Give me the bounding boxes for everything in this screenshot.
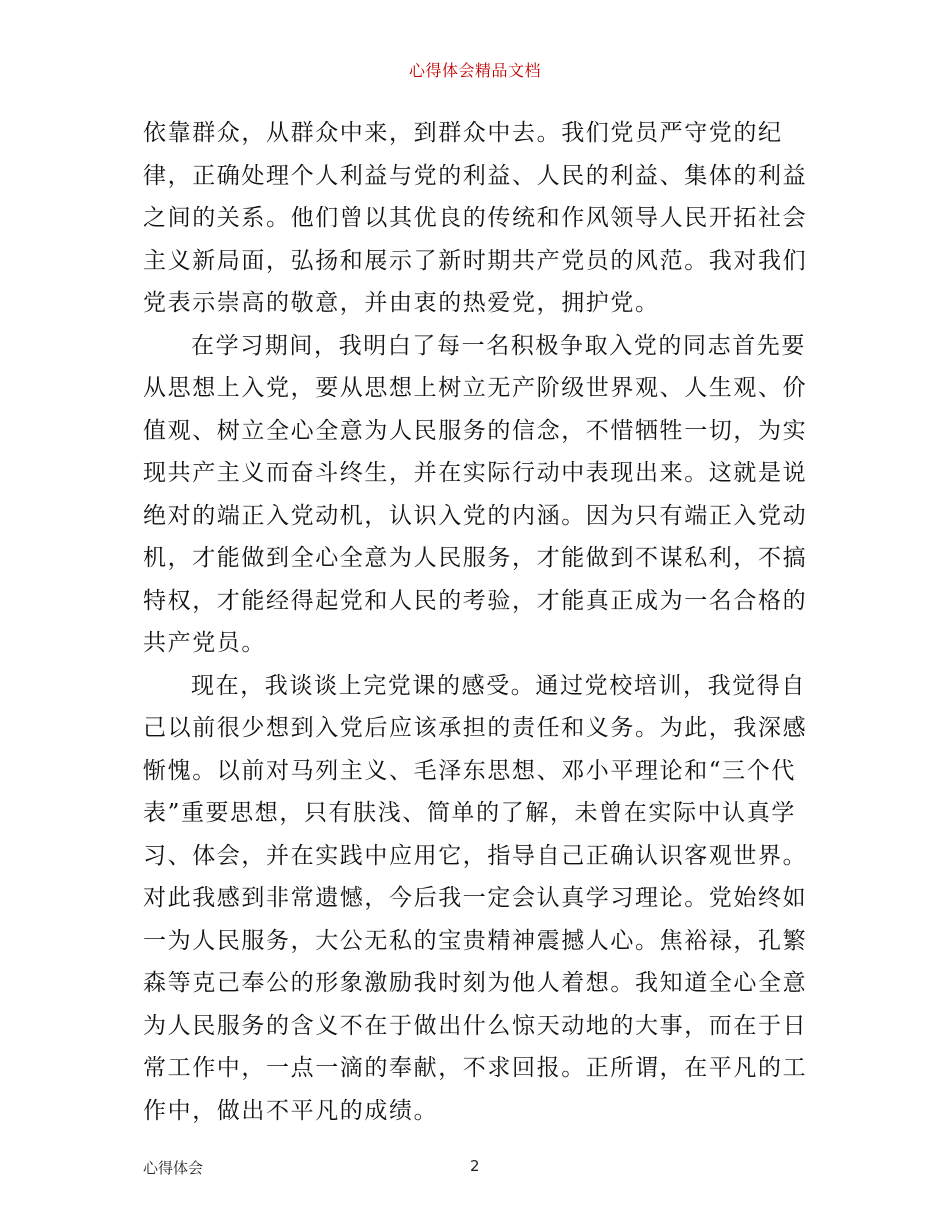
text-line: 从思想上入党，要从思想上树立无产阶级世界观、人生观、价 (143, 375, 808, 401)
text-line: 共产党员。 (143, 630, 266, 656)
text-line: 之间的关系。他们曾以其优良的传统和作风领导人民开拓社会 (143, 205, 808, 231)
text-line: 律，正确处理个人利益与党的利益、人民的利益、集体的利益 (143, 162, 808, 189)
text-line: 绝对的端正入党动机，认识入党的内涵。因为只有端正入党动 (143, 502, 808, 529)
text-line: 党表示崇高的敬意，并由衷的热爱党，拥护党。 (143, 290, 660, 316)
text-line: 表”重要思想，只有肤浅、简单的了解，未曾在实际中认真学 (143, 800, 796, 826)
text-line: 一为人民服务，大公无私的宝贵精神震撼人心。焦裕禄，孔繁 (143, 927, 808, 954)
text-line: 惭愧。以前对马列主义、毛泽东思想、邓小平理论和“三个代 (143, 757, 796, 784)
text-line: 己以前很少想到入党后应该承担的责任和义务。为此，我深感 (143, 715, 808, 741)
text-line: 在学习期间，我明白了每一名积极争取入党的同志首先要 (191, 332, 806, 359)
text-line: 常工作中，一点一滴的奉献，不求回报。正所谓，在平凡的工 (143, 1055, 808, 1081)
text-line: 对此我感到非常遗憾，今后我一定会认真学习理论。党始终如 (143, 885, 808, 911)
text-line: 特权，才能经得起党和人民的考验，才能真正成为一名合格的 (143, 587, 808, 614)
document-header-title: 心得体会精品文档 (408, 61, 541, 80)
text-line: 习、体会，并在实践中应用它，指导自己正确认识客观世界。 (143, 842, 808, 869)
paragraph-3 (143, 665, 813, 1133)
text-line: 值观、树立全心全意为人民服务的信念，不惜牺牲一切，为实 (143, 417, 808, 444)
text-line: 作中，做出不平凡的成绩。 (143, 1097, 439, 1124)
text-line: 现共产主义而奋斗终生，并在实际行动中表现出来。这就是说 (143, 460, 808, 486)
page-number: 2 (470, 1157, 480, 1175)
text-line: 机，才能做到全心全意为人民服务，才能做到不谋私利，不搞 (143, 545, 808, 571)
text-line: 依靠群众，从群众中来，到群众中去。我们党员严守党的纪 (143, 120, 783, 146)
text-line: 主义新局面，弘扬和展示了新时期共产党员的风范。我对我们 (143, 247, 808, 274)
paragraph-2 (143, 325, 813, 665)
text-line: 现在，我谈谈上完党课的感受。通过党校培训，我觉得自 (191, 672, 806, 699)
text-line: 为人民服务的含义不在于做出什么惊天动地的大事，而在于日 (143, 1012, 808, 1039)
paragraph-1 (143, 112, 813, 325)
text-line: 森等克己奉公的形象激励我时刻为他人着想。我知道全心全意 (143, 970, 808, 996)
footer-label: 心得体会 (143, 1159, 204, 1177)
document-body (143, 112, 813, 1132)
